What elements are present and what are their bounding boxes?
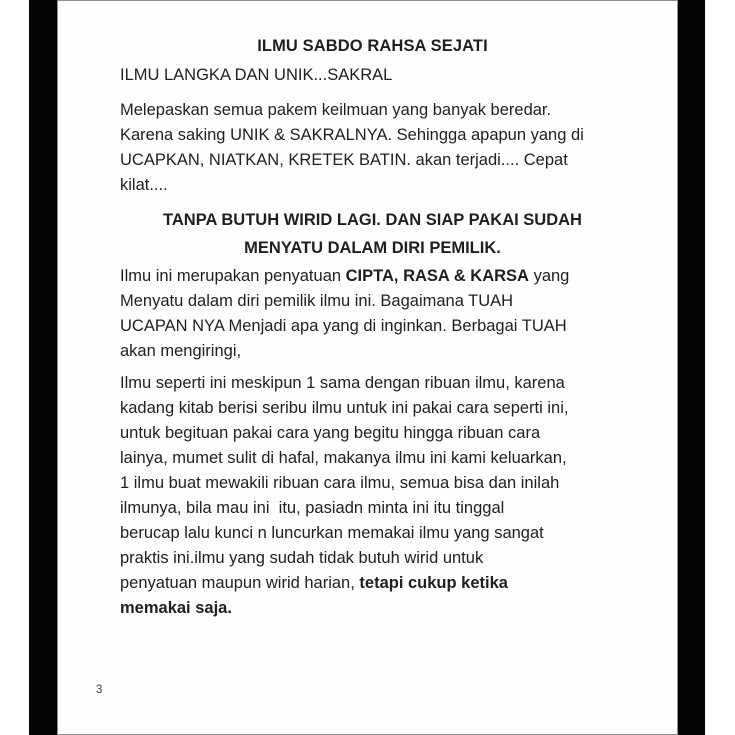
- right-black-bar: [678, 0, 705, 735]
- left-black-bar: [29, 0, 57, 735]
- paragraph-3: Ilmu seperti ini meskipun 1 sama dengan ribuan ilmu, karena kadang kitab berisi seribu ilmu untuk ini pakai cara seperti ini, untuk begituan pakai cara yang begitu hingga ribuan cara lainya, mumet sulit di hafal, makanya ilmu ini kami keluarkan, 1 ilmu buat mewakili ribuan cara ilmu, semua bisa dan inilah ilmunya, bila mau ini itu, pasiadn minta ini itu tinggal berucap lalu kunci n luncurkan memakai ilmu yang sangat praktis ini.ilmu yang sudah tidak butuh wirid untuk penyatuan maupun wirid harian, tetapi cukup ketika memakai saja.: [120, 374, 569, 617]
- page-number: 3: [96, 684, 103, 696]
- document-title: ILMU SABDO RAHSA SEJATI: [257, 37, 488, 55]
- section-heading: TANPA BUTUH WIRID LAGI. DAN SIAP PAKAI SUDAH MENYATU DALAM DIRI PEMILIK.: [163, 211, 582, 257]
- paragraph-1: Melepaskan semua pakem keilmuan yang banyak beredar. Karena saking UNIK & SAKRALNYA. Sehingga apapun yang di UCAPKAN, NIATKAN, KRETEK BATIN. akan terjadi.... Cepat kilat....: [120, 101, 584, 194]
- document-subtitle: ILMU LANGKA DAN UNIK...SAKRAL: [120, 66, 393, 84]
- paragraph-2: Ilmu ini merupakan penyatuan CIPTA, RASA & KARSA yang Menyatu dalam diri pemilik ilmu ini. Bagaimana TUAH UCAPAN NYA Menjadi apa yang di inginkan. Berbagai TUAH akan mengiringi,: [120, 267, 570, 360]
- document-page: [57, 0, 678, 735]
